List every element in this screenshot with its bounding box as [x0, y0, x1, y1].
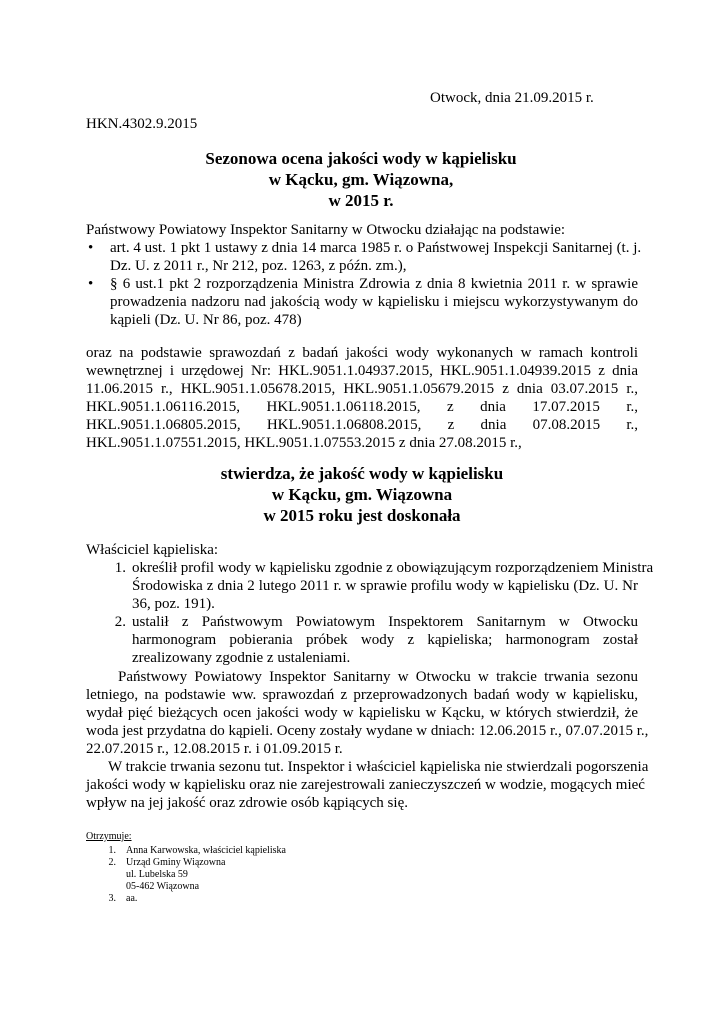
text-line: Państwowy Powiatowy Inspektor Sanitarny w Otwocku w trakcie trwania sezonu	[118, 669, 638, 685]
bullet-icon: •	[88, 240, 94, 256]
place-date: Otwock, dnia 21.09.2015 r.	[430, 90, 594, 106]
legal-basis-item	[86, 275, 638, 329]
item-number: 2.	[114, 614, 126, 630]
statement-heading	[86, 463, 638, 526]
text-line: wpływ na jej jakość oraz zdrowie osób kąpiących się.	[86, 795, 408, 811]
title-line: w 2015 r.	[328, 191, 394, 210]
text-line: 36, poz. 191).	[132, 596, 215, 612]
recipients-label	[86, 831, 132, 843]
text-line: 11.06.2015 r., HKL.9051.1.05678.2015, HKL.9051.1.05679.2015 z dnia 03.07.2015 r.,	[86, 381, 638, 397]
text-line: prowadzenia nadzoru nad jakością wody w kąpielisku i miejscu wykorzystywanym do	[110, 294, 638, 310]
legal-basis-intro: Państwowy Powiatowy Inspektor Sanitarny w Otwocku działając na podstawie:	[86, 222, 566, 238]
legal-basis-list	[86, 239, 642, 329]
bullet-icon: •	[88, 276, 94, 292]
statement-line: w Kącku, gm. Wiązowna	[271, 485, 453, 504]
owner-list	[86, 559, 654, 667]
text-line: woda jest przydatna do kąpieli. Oceny zostały wydane w dniach: 12.06.2015 r., 07.07.2015 r.,	[86, 723, 649, 739]
text-line: ustalił z Państwowym Powiatowym Inspektorem Sanitarnym w Otwocku	[132, 614, 638, 630]
text-line: Środowiska z dnia 2 lutego 2011 r. w sprawie profilu wody w kąpielisku (Dz. U. Nr	[132, 578, 638, 594]
legal-basis-item	[86, 239, 642, 275]
owner-item	[86, 613, 638, 667]
item-number: 1.	[108, 845, 116, 856]
recipient-item	[86, 893, 486, 905]
text-line: określił profil wody w kąpielisku zgodnie z obowiązującym rozporządzeniem Ministra	[132, 560, 654, 576]
recipient-item	[86, 845, 486, 857]
text-line: W trakcie trwania sezonu tut. Inspektor i właściciel kąpieliska nie stwierdzali pogorszenia	[108, 759, 649, 775]
season-paragraph	[86, 758, 649, 812]
item-number: 1.	[114, 560, 126, 576]
text-line: kąpieli (Dz. U. Nr 86, poz. 478)	[110, 312, 302, 328]
text-line: harmonogram pobierania próbek wody z kąpieliska; harmonogram został	[132, 632, 638, 648]
text-line: oraz na podstawie sprawozdań z badań jakości wody wykonanych w ramach kontroli	[86, 345, 638, 361]
item-number: 3.	[108, 893, 116, 904]
text-line: Dz. U. z 2011 r., Nr 212, poz. 1263, z późn. zm.),	[110, 258, 407, 274]
recipient-item	[86, 857, 486, 893]
text-line: Anna Karwowska, właściciel kąpieliska	[126, 845, 286, 856]
text-line: § 6 ust.1 pkt 2 rozporządzenia Ministra Zdrowia z dnia 8 kwietnia 2011 r. w sprawie	[110, 276, 638, 292]
text-line: jakości wody w kąpielisku oraz nie zarejestrowali zanieczyszczeń w wodzie, mogących mieć	[86, 777, 645, 793]
reports-paragraph	[86, 344, 638, 452]
recipients-label-text: Otrzymuje:	[86, 831, 132, 842]
title-line: Sezonowa ocena jakości wody w kąpielisku	[205, 149, 517, 168]
text-line: zrealizowany zgodnie z ustaleniami.	[132, 650, 351, 666]
text-line: ul. Lubelska 59	[126, 869, 188, 880]
text-line: art. 4 ust. 1 pkt 1 ustawy z dnia 14 marca 1985 r. o Państwowej Inspekcji Sanitarnej (t. j.	[110, 240, 642, 256]
text-line: letniego, na podstawie ww. sprawozdań z przeprowadzonych badań wody w kąpielisku,	[86, 687, 638, 703]
document-title	[86, 148, 636, 211]
text-line: HKL.9051.1.06805.2015, HKL.9051.1.06808.2015, z dnia 07.08.2015 r.,	[86, 417, 638, 433]
title-line: w Kącku, gm. Wiązowna,	[268, 170, 454, 189]
text-line: wewnętrznej i urzędowej Nr: HKL.9051.1.04937.2015, HKL.9051.1.04939.2015 z dnia	[86, 363, 638, 379]
statement-line: w 2015 roku jest doskonała	[263, 506, 461, 525]
evaluations-paragraph	[86, 668, 649, 758]
text-line: aa.	[126, 893, 138, 904]
owner-item	[86, 559, 654, 613]
owner-intro: Właściciel kąpieliska:	[86, 542, 219, 558]
item-number: 2.	[108, 857, 116, 868]
recipients-list	[86, 845, 486, 905]
text-line: 22.07.2015 r., 12.08.2015 r. i 01.09.2015 r.	[86, 741, 343, 757]
text-line: wydał pięć bieżących ocen jakości wody w kąpielisku w Kącku, w których stwierdził, że	[86, 705, 638, 721]
text-line: Urząd Gminy Wiązowna	[126, 857, 226, 868]
text-line: 05-462 Wiązowna	[126, 881, 200, 892]
text-line: HKL.9051.1.06116.2015, HKL.9051.1.06118.2015, z dnia 17.07.2015 r.,	[86, 399, 638, 415]
reference-number: HKN.4302.9.2015	[86, 116, 198, 132]
statement-line: stwierdza, że jakość wody w kąpielisku	[220, 464, 504, 483]
text-line: HKL.9051.1.07551.2015, HKL.9051.1.07553.2015 z dnia 27.08.2015 r.,	[86, 435, 522, 451]
